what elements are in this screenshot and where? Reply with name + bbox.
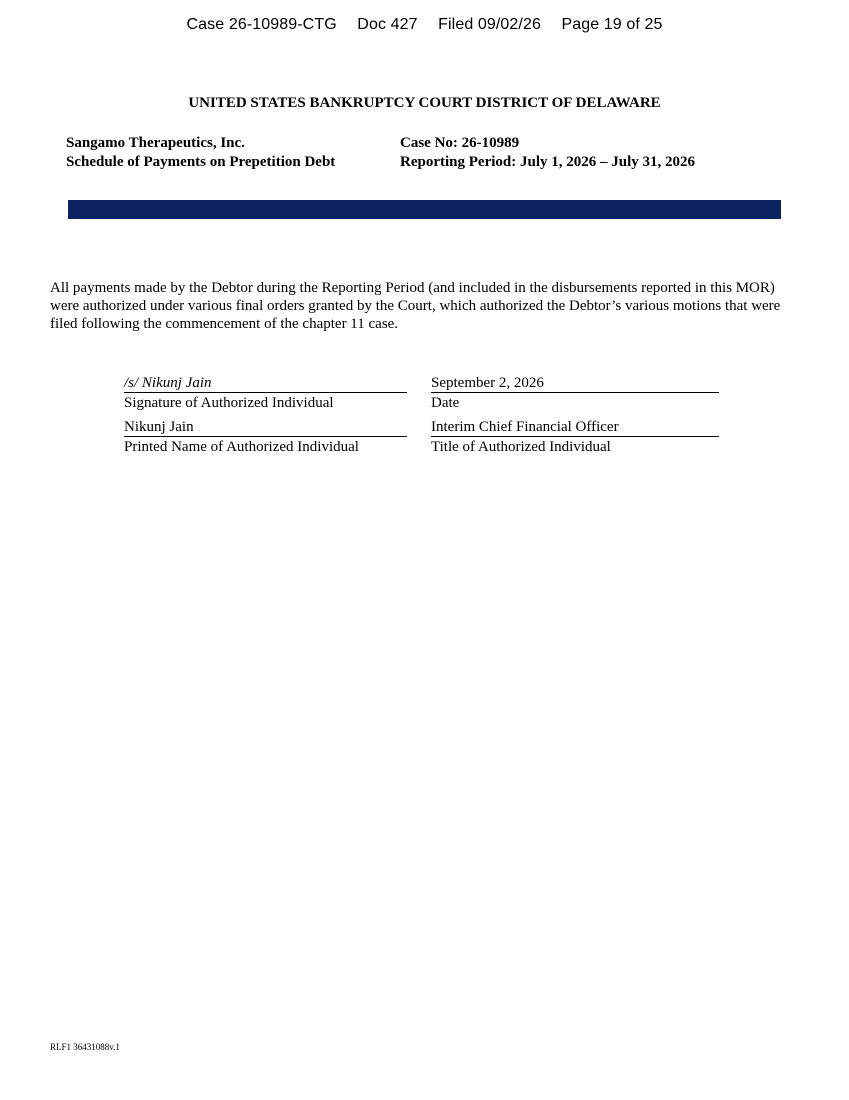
date-label: Date: [431, 395, 460, 411]
filing-date: Filed 09/02/26: [438, 16, 541, 33]
title-label: Title of Authorized Individual: [431, 439, 611, 455]
signature-value: /s/ Nikunj Jain: [124, 374, 407, 393]
case-number: Case No: 26-10989: [400, 135, 520, 151]
filing-doc-number: Doc 427: [357, 16, 418, 33]
banner-bar: [68, 200, 781, 219]
filing-page-number: Page 19 of 25: [561, 16, 663, 33]
printed-name-label: Printed Name of Authorized Individual: [124, 439, 359, 455]
body-paragraph: All payments made by the Debtor during the Reporting Period (and included in the disbursements reported in this MOR) were authorized under various final orders granted by the Court, which authorized the Debtor’s various motions that were filed following the commencement of the chapter 11 case.: [50, 280, 781, 332]
court-title: UNITED STATES BANKRUPTCY COURT DISTRICT OF DELAWARE: [188, 95, 661, 111]
printed-name-value: Nikunj Jain: [124, 418, 407, 437]
signature-block: [124, 374, 724, 456]
schedule-title: Schedule of Payments on Prepetition Debt: [66, 154, 336, 170]
date-value: September 2, 2026: [431, 374, 719, 393]
signature-label: Signature of Authorized Individual: [124, 395, 334, 411]
debtor-info: [66, 134, 335, 172]
footer-document-id: RLF1 36431088v.1: [50, 1042, 120, 1052]
filing-case-number: Case 26-10989-CTG: [186, 16, 337, 33]
debtor-name: Sangamo Therapeutics, Inc.: [66, 135, 245, 151]
title-value: Interim Chief Financial Officer: [431, 418, 719, 437]
reporting-period: Reporting Period: July 1, 2026 – July 31, 2026: [400, 154, 695, 170]
filing-header: [0, 16, 849, 34]
case-info: [400, 134, 695, 172]
